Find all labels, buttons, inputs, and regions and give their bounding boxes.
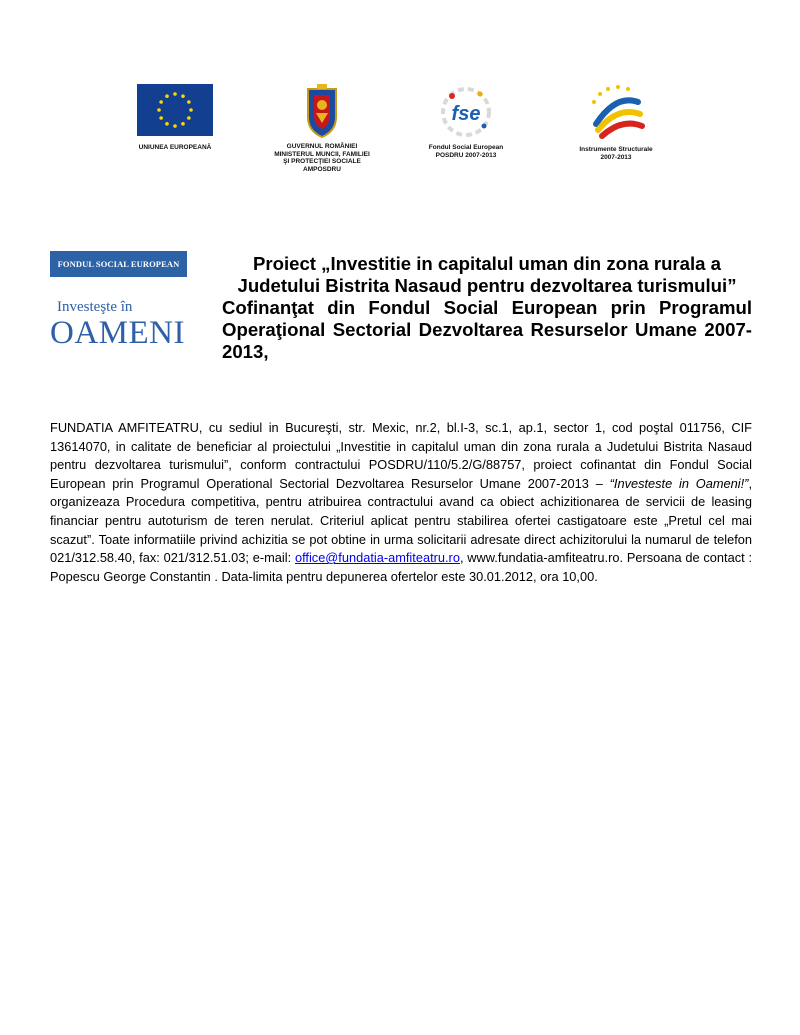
- fse-swirl-icon: [438, 84, 494, 140]
- is-caption-line: 2007-2013: [600, 153, 632, 161]
- romania-crest-icon: [302, 83, 342, 139]
- fse-logo: [418, 84, 514, 159]
- eu-logo: [130, 84, 220, 152]
- eu-star: [189, 108, 193, 112]
- oameni-label: OAMENI: [50, 315, 185, 351]
- eu-star: [187, 100, 191, 104]
- fse-caption-line: POSDRU 2007-2013: [435, 151, 497, 159]
- instrumente-structurale-logo: [568, 84, 664, 161]
- cofinantat-title: Cofinanţat din Fondul Social European prin Programul Operaţional Sectorial Dezvoltarea Resurselor Umane 2007- 2013,: [222, 297, 752, 362]
- eu-star: [181, 94, 185, 98]
- gov-caption-line: GUVERNUL ROMÂNIEI: [286, 143, 358, 150]
- project-title: Proiect „Investitie in capitalul uman din zona rurala a Judetului Bistrita Nasaud pentru dezvoltarea turismului”: [237, 253, 737, 296]
- gov-caption-line: MINISTERUL MUNCII, FAMILIEI: [274, 150, 370, 158]
- eu-star: [173, 92, 177, 96]
- eu-star: [181, 122, 185, 126]
- eu-star: [187, 116, 191, 120]
- eu-star: [157, 108, 161, 112]
- fse-banner: FONDUL SOCIAL EUROPEAN: [50, 251, 187, 277]
- eu-star: [173, 124, 177, 128]
- body-part-2: , organizeaza Procedura competitiva, pentru atribuirea contractului avand ca obiect achizitionarea de servicii de leasing financiar pentru autoturism de teren nerulat. Criteriul aplicat pentru stabilirea ofertei castigatoare este „Pretul cel mai scazut”. Toate informatiile privind achizitia se pot obtine in urma solicitarii adresate direct achizitorului la numarul de telefon 021/312.58.40, fax: 021/312.51.03; e-mail:: [50, 475, 752, 566]
- eu-star: [165, 94, 169, 98]
- email-link[interactable]: office@fundatia-amfiteatru.ro: [294, 550, 460, 566]
- body-part-3: , www.fundatia-amfiteatru.ro. Persoana de contact : Popescu George Constantin . Data-limita pentru depunerea ofertelor este 30.01.2012, ora 10,00.: [50, 550, 752, 584]
- eu-flag-icon: [137, 84, 213, 136]
- instrumente-structurale-icon: [586, 84, 646, 142]
- fse-caption-line: Fondul Social European: [428, 144, 504, 151]
- announcement-text: [50, 419, 752, 586]
- gov-caption-line: ŞI PROTECŢIEI SOCIALE: [283, 158, 361, 165]
- title-block: [222, 253, 752, 363]
- is-caption-line: Instrumente Structurale: [579, 146, 653, 153]
- eu-star: [159, 100, 163, 104]
- eu-caption: UNIUNEA EUROPEANĂ: [138, 144, 212, 151]
- fse-mark: fse: [451, 103, 481, 125]
- body-part-1: FUNDATIA AMFITEATRU, cu sediul in Bucureşti, str. Mexic, nr.2, bl.I-3, sc.1, ap.1, sector 1, cod poştal 011756, CIF 13614070, in calitate de beneficiar al proiectului „Investitie in capitalul uman din zona rurala a Judetului Bistrita Nasaud pentru dezvoltarea turismului”, conform contractului POSDRU/110/5.2/G/88757, proiect cofinantat din Fondul Social European prin Programul Operational Sectorial Dezvoltarea Resurselor Umane 2007-2013 –: [50, 420, 752, 491]
- gov-logo: [264, 83, 380, 173]
- eu-star: [159, 116, 163, 120]
- motto: “Investeste in Oameni!”: [609, 475, 749, 491]
- gov-caption-line: AMPOSDRU: [303, 165, 341, 173]
- eu-star: [165, 122, 169, 126]
- investeste-label: Investeşte în: [57, 299, 133, 315]
